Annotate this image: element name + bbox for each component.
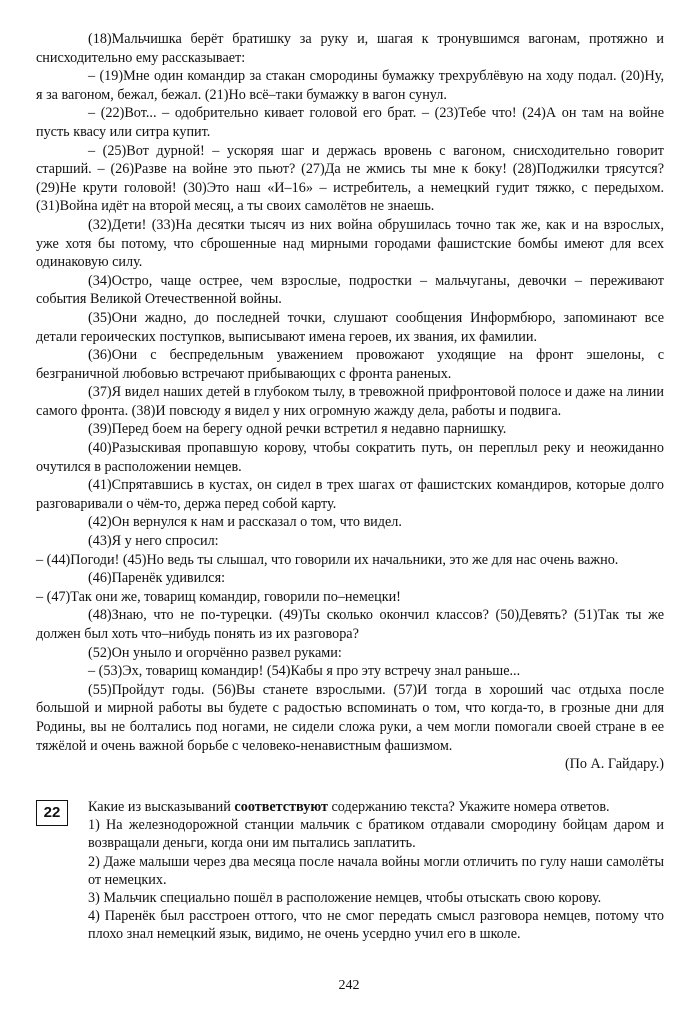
- paragraph: (42)Он вернулся к нам и рассказал о том, что видел.: [88, 514, 402, 531]
- paragraph: (46)Паренёк удивился:: [88, 570, 226, 587]
- paragraph: (34)Остро, чаще острее, чем взрослые, подростки – мальчуганы, девочки – переживают события Великой Отечественной войны.: [36, 272, 664, 308]
- paragraph: (35)Они жадно, до последней точки, слушают сообщения Информбюро, запоминают все детали героических поступков, выписывают имена героев, их звания, их фамилии.: [36, 309, 664, 345]
- paragraph: – (44)Погоди! (45)Но ведь ты слышал, что говорили их начальники, это же для нас очень важно.: [36, 551, 619, 568]
- answer-option: 4) Паренёк был расстроен оттого, что не смог передать смысл разговора немцев, потому что плохо знал немецкий язык, видимо, не очень усердно учил его в школе.: [88, 908, 664, 943]
- task-number: 22: [36, 800, 68, 826]
- answer-option: 1) На железнодорожной станции мальчик с братиком отдавали смородину бойцам даром и возвращали деньги, когда они им пытались заплатить.: [88, 817, 664, 852]
- paragraph: (40)Разыскивая пропавшую корову, чтобы сократить путь, он переплыл реку и неожиданно очутился в расположении немцев.: [36, 440, 664, 475]
- paragraph: (39)Перед боем на берегу одной речки встретил я недавно парнишку.: [88, 421, 507, 438]
- page-number: 242: [338, 978, 360, 993]
- paragraph: (55)Пройдут годы. (56)Вы станете взрослыми. (57)И тогда в хороший час отдыха после большой и мирной работы вы будете с радостью вспоминать о том, что когда-то, в грозные дни для Родины, вы не болтались под ногами, не сидели сложа руки, а чем могли помогали своей стране в ее тяжёлой и очень важной борьбе с человеко-ненавистным фашизмом.: [36, 681, 664, 754]
- reading-text: [36, 30, 664, 774]
- question-text: содержанию текста? Укажите номера ответов.: [327, 799, 610, 815]
- answer-option: 3) Мальчик специально пошёл в расположение немцев, чтобы отыскать свою корову.: [88, 890, 602, 907]
- paragraph: (36)Они с беспредельным уважением провожают уходящие на фронт эшелоны, с безграничной любовью встречают прибывающих с фронта раненых.: [36, 347, 664, 382]
- paragraph: – (22)Вот... – одобрительно кивает головой его брат. – (23)Тебе что! (24)А он там на войне пусть квасу или ситра купит.: [36, 105, 664, 140]
- question-text: Какие из высказываний: [88, 799, 235, 815]
- paragraph: – (47)Так они же, товарищ командир, говорили по–немецки!: [36, 588, 401, 605]
- paragraph: (18)Мальчишка берёт братишку за руку и, шагая к тронувшимся вагонам, протяжно и снисходительно ему рассказывает:: [36, 31, 664, 66]
- paragraph: (48)Знаю, что не по-турецки. (49)Ты сколько окончил классов? (50)Девять? (51)Так ты же должен был хоть что–нибудь понять из их разговора?: [36, 607, 664, 642]
- paragraph: (52)Он уныло и огорчённо развел руками:: [88, 644, 342, 661]
- paragraph: – (53)Эх, товарищ командир! (54)Кабы я про эту встречу знал раньше...: [88, 663, 521, 680]
- paragraph: (41)Спрятавшись в кустах, он сидел в трех шагах от фашистских командиров, которые долго разговаривали о чём-то, держа перед собой карту.: [36, 477, 664, 512]
- paragraph: – (19)Мне один командир за стакан смородины бумажку трехрублёвую на ходу подал. (20)Ну, я за вагоном, бежал, бежал. (21)Но всё–таки бумажку в вагон сунул.: [36, 68, 664, 103]
- task-question: [88, 798, 664, 816]
- answer-option: 2) Даже малыши через два месяца после начала войны могли отличить по гулу наши самолёты от немецких.: [88, 853, 664, 888]
- paragraph: – (25)Вот дурной! – ускоряя шаг и держась вровень с вагоном, снисходительно говорит старший. – (26)Разве на войне это пьют? (27)Да не жмись ты мне к боку! (28)Поджилки трясутся? (29)Не крути головой! (30)Это наш «И–16» – истребитель, а немецкий гудит тяжко, с передыхом. (31)Война идёт на второй месяц, а ты своих самолётов не знаешь.: [36, 142, 664, 215]
- text-source: (По А. Гайдару.): [564, 756, 664, 773]
- question-keyword: соответствуют: [234, 799, 328, 815]
- task-body: [88, 798, 664, 944]
- paragraph: (37)Я видел наших детей в глубоком тылу, в тревожной прифронтовой полосе и даже на линии самого фронта. (38)И повсюду я видел у них огромную жажду дела, работы и подвига.: [36, 384, 664, 419]
- task-block: [36, 798, 664, 944]
- paragraph: (32)Дети! (33)На десятки тысяч из них война обрушилась точно так же, как и на взрослых, уже хотя бы потому, что сброшенные над мирными городами фашистские бомбы имеют для всех одинаковую силу.: [36, 216, 664, 271]
- paragraph: (43)Я у него спросил:: [88, 533, 219, 550]
